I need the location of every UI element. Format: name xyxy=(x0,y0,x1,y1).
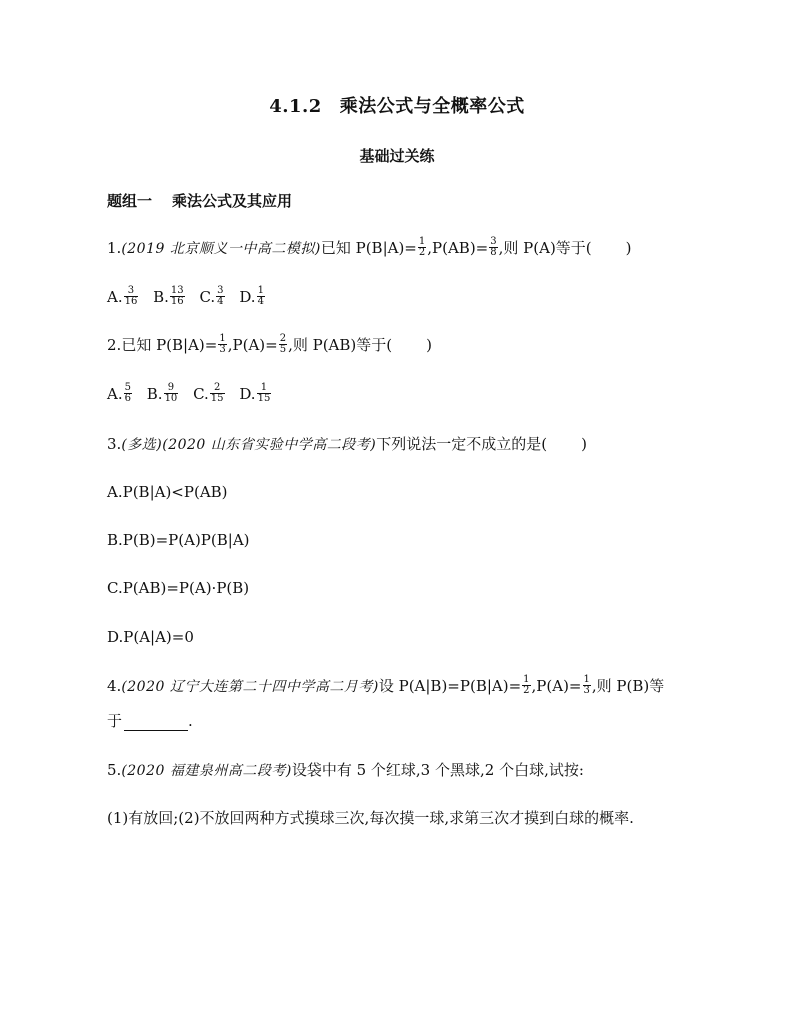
group-label: 题组一 xyxy=(107,192,153,210)
question-1-stem xyxy=(107,235,632,260)
fraction: $\frac{1}{3}$ xyxy=(219,332,226,355)
option-d: D. $\frac{1}{4}$ xyxy=(239,284,264,307)
fraction: $\frac{1}{3}$ xyxy=(583,673,590,696)
option-a: A. $\frac{3}{16}$ xyxy=(107,284,138,307)
exercise-subtitle: 基础过关练 xyxy=(359,147,435,165)
q3-source: (多选)(2020 山东省实验中学高二段考) xyxy=(121,437,377,453)
section-number: 4.1.2 xyxy=(269,96,322,117)
question-2-options xyxy=(107,381,281,406)
q2-number: 2. xyxy=(107,336,122,354)
fraction: $\frac{1}{2}$ xyxy=(523,673,530,696)
fraction: $\frac{2}{5}$ xyxy=(279,332,287,355)
question-2-stem xyxy=(107,332,432,357)
q3-option-b: B.P(B)=P(A)P(B|A) xyxy=(107,531,250,549)
q3-paren: ) xyxy=(581,435,587,453)
option-b: B. $\frac{13}{16}$ xyxy=(153,284,184,307)
q4-stem-a: 设 P(A|B)=P(B|A)= xyxy=(378,677,522,695)
fraction: $\frac{1}{2}$ xyxy=(418,235,426,258)
q1-source: (2019 北京顺义一中高二模拟) xyxy=(121,241,321,257)
q1-stem-c: ,则 P(A)等于( xyxy=(498,239,592,257)
q2-stem-c: ,则 P(AB)等于( xyxy=(288,336,393,354)
q1-stem-b: ,P(AB)= xyxy=(427,239,489,257)
q2-stem-a: 已知 P(B|A)= xyxy=(121,336,218,354)
option-c: C. $\frac{2}{15}$ xyxy=(193,381,224,404)
q1-paren: ) xyxy=(625,239,632,257)
q4-stem-b: ,P(A)= xyxy=(531,677,582,695)
q4-number: 4. xyxy=(107,677,122,695)
group-text: 乘法公式及其应用 xyxy=(172,192,293,210)
q2-stem-b: ,P(A)= xyxy=(227,336,278,354)
question-1-options xyxy=(107,284,275,309)
question-5-stem xyxy=(107,760,584,781)
question-4-line2 xyxy=(107,711,193,731)
q5-number: 5. xyxy=(107,761,122,779)
q4-stem-c: ,则 P(B)等 xyxy=(591,677,665,695)
q3-stem: 下列说法一定不成立的是( xyxy=(376,435,548,453)
q5-source: (2020 福建泉州高二段考) xyxy=(121,763,292,779)
option-a: A. $\frac{5}{6}$ xyxy=(107,381,131,404)
option-b: B. $\frac{9}{10}$ xyxy=(146,381,178,404)
q3-option-c: C.P(AB)=P(A)·P(B) xyxy=(107,579,250,597)
q4-line2-text: 于 xyxy=(107,712,123,730)
q1-number: 1. xyxy=(107,239,122,257)
question-5-line2: (1)有放回;(2)不放回两种方式摸球三次,每次摸一球,求第三次才摸到白球的概率. xyxy=(107,809,634,827)
q5-stem: 设袋中有 5 个红球,3 个黑球,2 个白球,试按: xyxy=(291,761,584,779)
q4-source: (2020 辽宁大连第二十四中学高二月考) xyxy=(121,679,379,695)
question-3-stem xyxy=(107,434,587,455)
section-title xyxy=(0,92,794,118)
q1-stem-a: 已知 P(B|A)= xyxy=(320,239,417,257)
q2-paren: ) xyxy=(426,336,432,354)
option-c: C. $\frac{3}{4}$ xyxy=(199,284,224,307)
q3-option-d: D.P(A|A)=0 xyxy=(107,628,194,646)
option-d: D. $\frac{1}{15}$ xyxy=(239,381,271,404)
question-4-stem xyxy=(107,673,665,698)
section-name: 乘法公式与全概率公式 xyxy=(339,96,525,117)
fraction: $\frac{3}{8}$ xyxy=(490,235,497,258)
answer-blank[interactable] xyxy=(124,716,188,731)
q3-option-a: A.P(B|A)<P(AB) xyxy=(107,483,228,501)
q3-number: 3. xyxy=(107,435,122,453)
q4-end: . xyxy=(188,712,193,730)
question-group-heading xyxy=(107,190,292,211)
